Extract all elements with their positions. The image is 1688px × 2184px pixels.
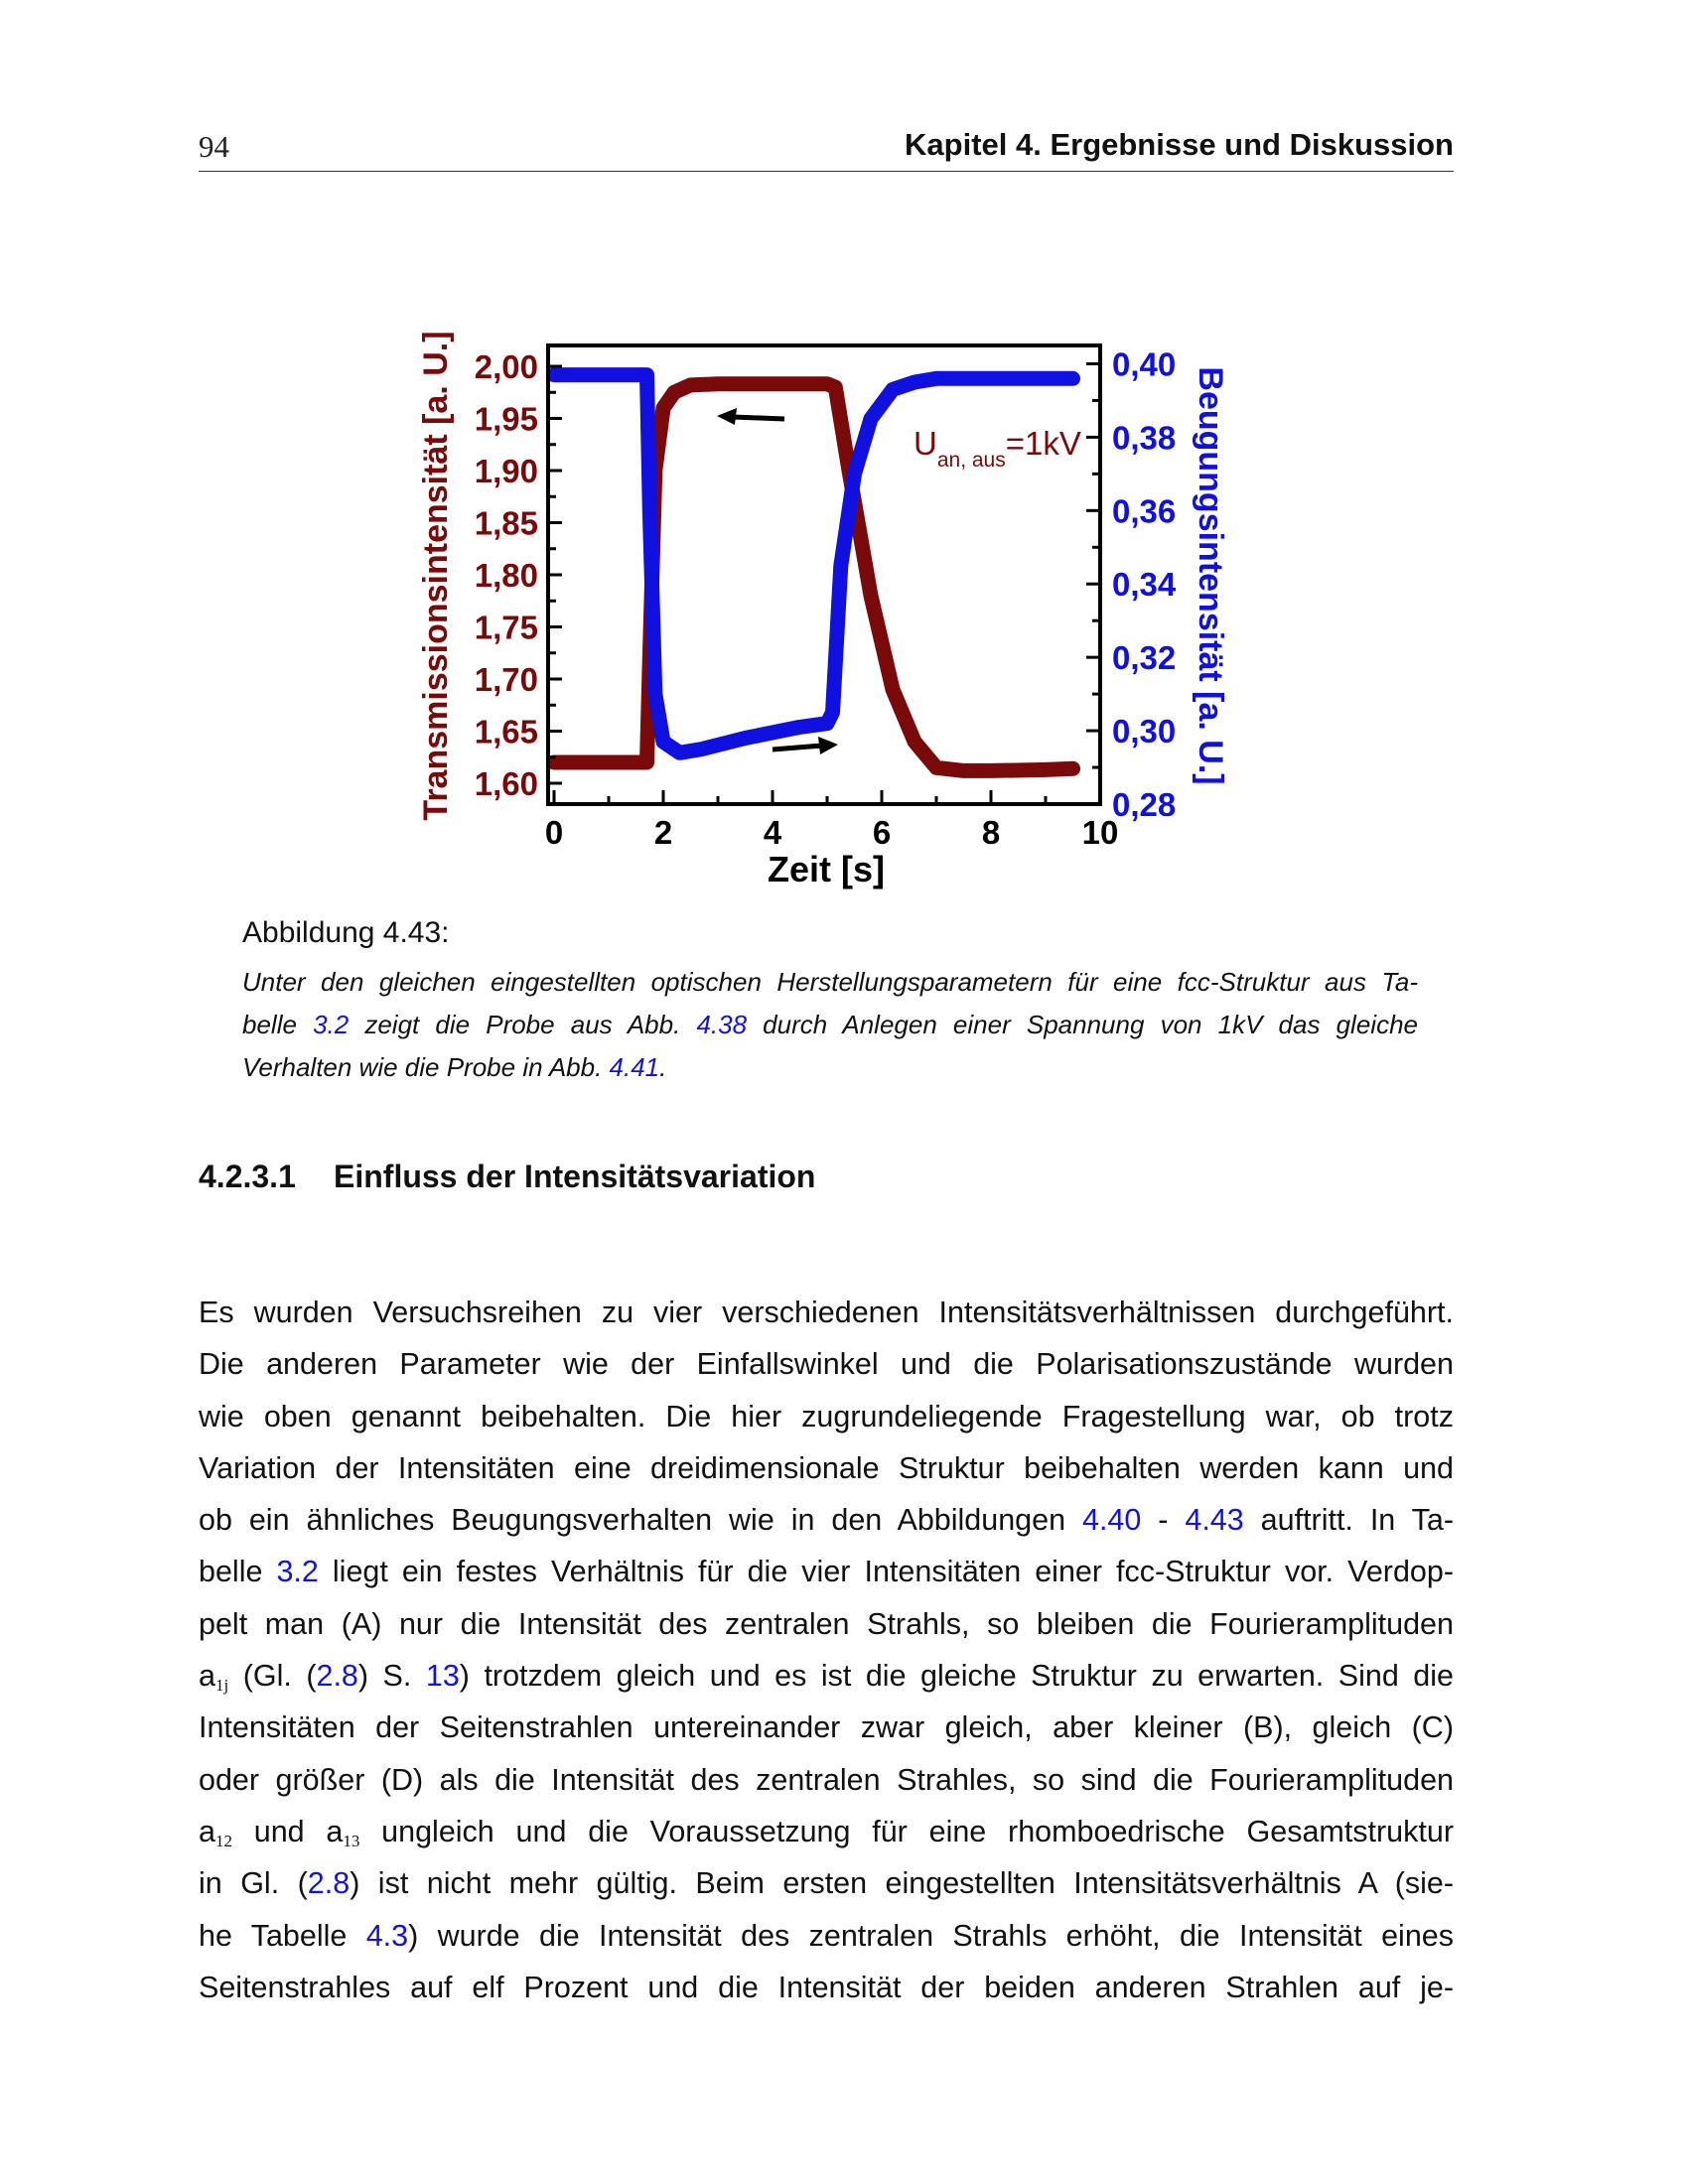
series-diffraction-line <box>554 375 1073 753</box>
text-run: ) trotzdem gleich und es ist die gleiche Struktur zu erwarten. Sind die <box>459 1659 1455 1694</box>
text-line <box>242 1046 1418 1089</box>
text-run: - <box>1141 1503 1186 1538</box>
y-left-tick-label: 1,60 <box>474 765 538 802</box>
text-run: . <box>659 1052 667 1082</box>
text-run: Verhalten wie die Probe in Abb. <box>242 1052 610 1082</box>
y-right-tick-label: 0,34 <box>1112 566 1177 604</box>
arrow-right <box>773 737 838 754</box>
x-tick-label: 10 <box>1081 814 1119 851</box>
header-rule <box>199 171 1454 172</box>
text-run: he Tabelle <box>199 1918 366 1953</box>
y-left-tick-label: 1,70 <box>474 661 538 698</box>
y-right-tick-label: 0,28 <box>1112 786 1177 823</box>
text-run: belle <box>199 1555 277 1589</box>
cross-reference-link[interactable]: 2.8 <box>307 1866 351 1901</box>
page-number: 94 <box>199 129 229 164</box>
x-tick-label: 0 <box>544 814 564 851</box>
text-run: Variation der Intensitäten eine dreidimensionale Struktur beibehalten werden kann und <box>199 1450 1454 1485</box>
text-line <box>199 1910 1454 1962</box>
text-line <box>199 1546 1454 1597</box>
text-line <box>242 961 1418 1004</box>
subscript: 1j <box>214 1676 229 1696</box>
subscript: 12 <box>214 1831 232 1850</box>
cross-reference-link[interactable]: 4.38 <box>696 1010 748 1039</box>
text-line <box>199 1442 1454 1494</box>
text-line <box>199 1338 1454 1390</box>
text-run: ) S. <box>357 1659 426 1694</box>
x-axis-label: Zeit [s] <box>767 849 886 889</box>
section-number: 4.2.3.1 <box>199 1159 296 1194</box>
text-run: oder größer (D) als die Intensität des zentralen Strahles, so sind die Fourieramplituden <box>199 1762 1454 1797</box>
x-tick-label: 2 <box>653 814 673 851</box>
text-run: a <box>199 1814 215 1848</box>
text-run: zeigt die Probe aus Abb. <box>349 1010 697 1039</box>
text-run: pelt man (A) nur die Intensität des zentralen Strahls, so bleiben die Fourieramplituden <box>199 1606 1454 1641</box>
y-right-tick-label: 0,30 <box>1112 713 1177 751</box>
figure-caption <box>242 961 1418 1089</box>
text-line <box>199 1806 1454 1857</box>
chapter-title: Kapitel 4. Ergebnisse und Diskussion <box>905 127 1454 162</box>
y-right-tick-label: 0,38 <box>1112 419 1177 457</box>
cross-reference-link[interactable]: 4.40 <box>1082 1503 1142 1538</box>
text-line <box>199 1494 1454 1546</box>
text-line <box>199 1962 1454 2013</box>
text-line <box>199 1754 1454 1806</box>
text-run: in Gl. ( <box>199 1866 308 1901</box>
text-run: Seitenstrahles auf elf Prozent und die Intensität der beiden anderen Strahlen auf je- <box>199 1970 1454 2004</box>
subscript: 13 <box>343 1831 360 1850</box>
text-run: Es wurden Versuchsreihen zu vier verschiedenen Intensitätsverhältnissen durchgeführt. <box>199 1296 1454 1329</box>
text-run: ungleich und die Voraussetzung für eine rhomboedrische Gesamtstruktur <box>359 1814 1454 1848</box>
text-run: und a <box>231 1814 344 1848</box>
cross-reference-link[interactable]: 3.2 <box>276 1555 319 1589</box>
y-left-tick-label: 1,65 <box>474 713 538 751</box>
cross-reference-link[interactable]: 13 <box>425 1659 460 1694</box>
text-run: Intensitäten der Seitenstrahlen untereinander zwar gleich, aber kleiner (B), gleich (C) <box>199 1710 1454 1745</box>
y-axis-right-label: Beugungsintensität [a. U.] <box>1192 366 1229 785</box>
cross-reference-link[interactable]: 3.2 <box>313 1010 350 1039</box>
section-heading <box>199 1159 815 1195</box>
text-line <box>199 1287 1454 1338</box>
y-left-tick-label: 1,85 <box>474 504 538 542</box>
cross-reference-link[interactable]: 4.41 <box>609 1052 660 1082</box>
plot-frame <box>548 345 1100 804</box>
y-right-tick-label: 0,36 <box>1112 492 1177 530</box>
text-run: Die anderen Parameter wie der Einfallswinkel und die Polarisationszustände wurden <box>199 1347 1454 1382</box>
text-run: ob ein ähnliches Beugungsverhalten wie in den Abbildungen <box>199 1503 1082 1538</box>
cross-reference-link[interactable]: 4.3 <box>365 1918 409 1953</box>
y-axis-left-label: Transmissionsintensität [a. U.] <box>417 331 455 821</box>
text-run: durch Anlegen einer Spannung von 1kV das gleiche <box>747 1010 1418 1039</box>
y-right-tick-label: 0,32 <box>1112 639 1177 677</box>
text-line <box>199 1702 1454 1753</box>
text-run: wie oben genannt beibehalten. Die hier zugrundeliegende Fragestellung war, ob trotz <box>199 1399 1454 1433</box>
text-run: a <box>199 1659 215 1694</box>
text-run: auftritt. In Ta- <box>1243 1503 1454 1538</box>
y-left-tick-label: 1,80 <box>474 557 538 594</box>
figure-label: Abbildung 4.43: <box>242 916 450 949</box>
series-transmission-line <box>554 384 1073 771</box>
x-tick-label: 6 <box>872 814 892 851</box>
body-paragraph <box>199 1287 1454 2013</box>
y-left-tick-label: 1,90 <box>474 453 538 489</box>
section-title: Einfluss der Intensitätsvariation <box>334 1159 816 1194</box>
cross-reference-link[interactable]: 2.8 <box>316 1659 358 1694</box>
text-line <box>242 1004 1418 1046</box>
text-line <box>199 1857 1454 1909</box>
chart-svg <box>397 278 1271 913</box>
text-run: (Gl. ( <box>228 1659 317 1694</box>
text-line <box>199 1391 1454 1442</box>
figure-chart <box>397 278 1271 913</box>
text-line <box>199 1650 1454 1702</box>
arrow-left <box>717 408 784 425</box>
y-left-tick-label: 1,95 <box>474 400 538 438</box>
text-run: liegt ein festes Verhältnis für die vier Intensitäten einer fcc-Struktur vor. Verdop- <box>318 1555 1454 1589</box>
x-tick-label: 8 <box>981 814 1001 851</box>
text-run: ) ist nicht mehr gültig. Beim ersten eingestellten Intensitätsverhältnis A (sie- <box>350 1866 1454 1901</box>
cross-reference-link[interactable]: 4.43 <box>1185 1503 1244 1538</box>
text-run: belle <box>242 1010 314 1039</box>
x-tick-label: 4 <box>763 814 782 851</box>
y-right-tick-label: 0,40 <box>1112 345 1177 383</box>
text-run: ) wurde die Intensität des zentralen Strahls erhöht, die Intensität eines <box>408 1918 1454 1953</box>
text-line <box>199 1598 1454 1650</box>
y-left-tick-label: 1,75 <box>474 609 538 646</box>
text-run: Unter den gleichen eingestellten optischen Herstellungsparametern für eine fcc-Struktur aus Ta- <box>242 967 1418 997</box>
y-left-tick-label: 2,00 <box>474 348 538 385</box>
voltage-annotation: $U_{an, aus}=1kV$ <box>914 425 1081 472</box>
